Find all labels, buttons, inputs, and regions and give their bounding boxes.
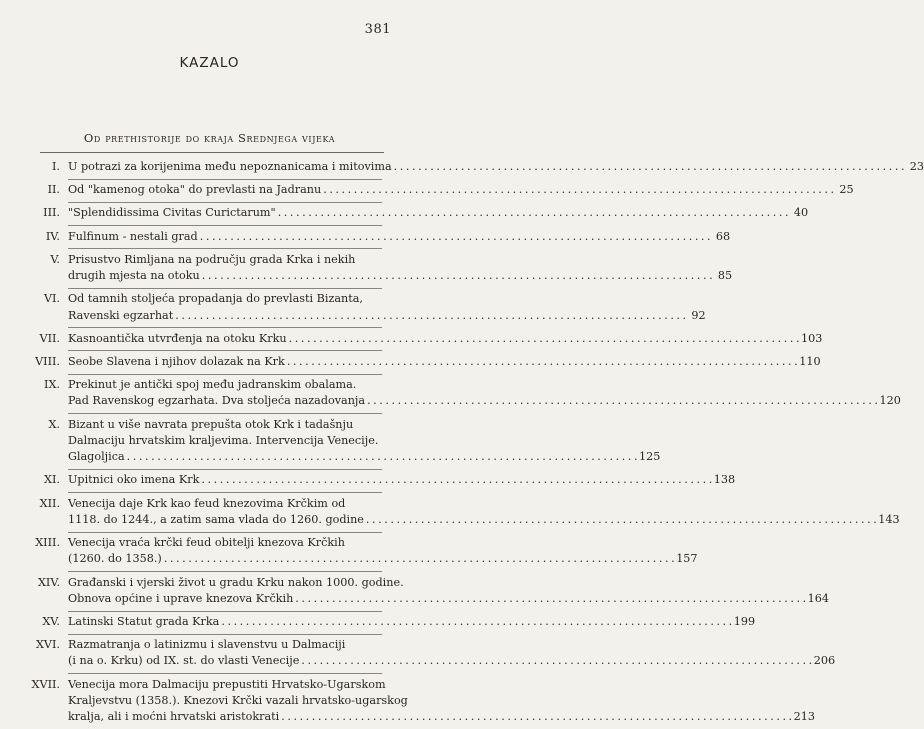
toc-entry (18, 496, 900, 529)
dot-leader (301, 653, 811, 669)
chapter-number: VI. (43, 292, 60, 306)
chapter-number: XI. (44, 473, 60, 487)
chapter-title-line: U potrazi za korijenima među nepoznanicama i mitovima (68, 160, 392, 173)
chapter-title-line: Fulfinum - nestali grad (68, 229, 198, 243)
chapter-title (68, 159, 924, 175)
dot-leader (202, 268, 712, 284)
chapter-title-line: Upitnici oko imena Krk (68, 473, 200, 487)
toc-entry (18, 252, 733, 285)
chapter-title (68, 496, 900, 529)
page-ref: 68 (715, 229, 731, 243)
chapter-title-line: Prisustvo Rimljana na području grada Krka i nekih (68, 252, 356, 266)
entry-divider (68, 413, 382, 414)
chapter-title-line: Pad Ravenskog egzarhata. Dva stoljeća nazadovanja (68, 394, 366, 408)
dot-leader (289, 331, 799, 347)
chapter-title-line: Venecija daje Krk kao feud knezovima Krčkim od (68, 496, 346, 510)
chapter-title-line: Kasnoantička utvrđenja na otoku Krku (68, 331, 287, 345)
chapter-title (68, 377, 901, 410)
page-ref: 213 (793, 710, 815, 724)
page-title: KAZALO (179, 55, 240, 71)
section-heading: Od prethistorije do kraja Srednjega vijeka (83, 131, 336, 145)
chapter-title (68, 205, 808, 221)
dot-leader (394, 159, 904, 175)
page-number: 381 (364, 22, 391, 37)
chapter-title (68, 637, 835, 670)
chapter-title-line: Seobe Slavena i njihov dolazak na Krk (68, 354, 285, 368)
toc-entry (18, 291, 706, 324)
chapter-number: IX. (44, 378, 60, 392)
toc-entry (18, 575, 830, 608)
chapter-title (68, 182, 854, 198)
page-ref: 206 (813, 654, 836, 668)
chapter-number: V. (50, 252, 60, 266)
page-ref: 103 (801, 331, 823, 345)
chapter-number: X. (48, 417, 60, 431)
dot-leader (221, 614, 731, 630)
page-ref: 138 (713, 473, 736, 487)
chapter-title-line: Ravenski egzarhat (68, 308, 174, 322)
chapter-number: XIII. (35, 536, 60, 550)
chapter-title (68, 575, 829, 608)
entry-divider (68, 327, 382, 328)
chapter-title (68, 417, 660, 466)
page-ref: 25 (839, 183, 854, 197)
toc-entry (18, 354, 821, 370)
page-ref: 199 (733, 615, 756, 628)
page-ref: 164 (807, 591, 830, 605)
entry-divider (68, 571, 382, 572)
dot-leader (201, 472, 711, 488)
entry-divider (68, 611, 382, 612)
chapter-number: I. (52, 160, 60, 173)
entry-divider (68, 288, 382, 289)
entry-divider (68, 532, 382, 533)
dot-leader (281, 709, 791, 725)
page-ref: 110 (799, 354, 821, 368)
dot-leader (175, 308, 685, 324)
chapter-title-line: Glagoljica (68, 450, 125, 464)
chapter-title (68, 354, 821, 370)
chapter-title-line: Razmatranja o latinizmu i slavenstvu u Dalmaciji (68, 638, 346, 652)
dot-leader (200, 229, 710, 245)
dot-leader (367, 393, 877, 409)
dot-leader (164, 551, 674, 567)
dot-leader (278, 205, 788, 221)
chapter-number: XVII. (31, 677, 60, 691)
chapter-title (68, 677, 815, 726)
page-ref: 85 (717, 269, 733, 283)
chapter-title (68, 614, 755, 630)
entry-divider (68, 374, 382, 375)
page-ref: 23 (909, 160, 924, 173)
chapter-title-line: (1260. do 1358.) (68, 552, 162, 566)
section-divider (40, 152, 384, 153)
chapter-title-line: "Splendidissima Civitas Curictarum" (68, 206, 276, 220)
chapter-title-line: Obnova općine i uprave knezova Krčkih (68, 591, 294, 605)
table-of-contents (18, 159, 924, 729)
entry-divider (68, 179, 382, 180)
page-ref: 40 (793, 206, 809, 220)
chapter-title (68, 472, 735, 488)
toc-entry (18, 377, 901, 410)
page-ref: 92 (691, 308, 706, 322)
toc-entry (18, 331, 823, 347)
chapter-number: XIV. (37, 575, 60, 589)
chapter-number: XV. (42, 615, 60, 628)
toc-entry (18, 472, 736, 488)
toc-entry (18, 535, 698, 568)
chapter-title (68, 291, 706, 324)
toc-entry (18, 159, 924, 175)
chapter-number: VIII. (35, 354, 60, 368)
chapter-title-line: Građanski i vjerski život u gradu Krku nakon 1000. godine. (68, 575, 404, 589)
chapter-number: VII. (39, 331, 60, 345)
entry-divider (68, 492, 382, 493)
toc-entry (18, 417, 661, 466)
chapter-title-line: Od tamnih stoljeća propadanja do prevlasti Bizanta, (68, 292, 363, 306)
entry-divider (68, 202, 382, 203)
chapter-number: II. (47, 183, 60, 197)
page-ref: 120 (879, 394, 901, 408)
chapter-number: XVI. (35, 638, 60, 652)
toc-entry (18, 205, 809, 221)
dot-leader (287, 354, 797, 370)
chapter-title-line: Bizant u više navrata prepušta otok Krk i tadašnju (68, 417, 354, 431)
page-ref: 143 (878, 512, 900, 526)
chapter-title-line: Dalmaciju hrvatskim kraljevima. Intervencija Venecije. (68, 433, 379, 447)
chapter-title-line: Od "kamenog otoka" do prevlasti na Jadranu (68, 183, 322, 197)
chapter-title-line: Kraljevstvu (1358.). Knezovi Krčki vazali hrvatsko-ugarskog (68, 693, 408, 707)
chapter-title-line: kralja, ali i moćni hrvatski aristokrati (68, 710, 280, 724)
entry-divider (68, 225, 382, 226)
toc-entry (18, 229, 731, 245)
chapter-title (68, 535, 698, 568)
chapter-number: XII. (39, 496, 60, 510)
chapter-title (68, 331, 822, 347)
chapter-number: III. (43, 206, 60, 220)
chapter-title (68, 252, 732, 285)
chapter-title-line: drugih mjesta na otoku (68, 269, 200, 283)
dot-leader (366, 512, 876, 528)
entry-divider (68, 469, 382, 470)
entry-divider (68, 248, 382, 249)
dot-leader (127, 449, 637, 465)
toc-entry (18, 614, 756, 630)
chapter-title-line: 1118. do 1244., a zatim sama vlada do 1260. godine (68, 512, 364, 526)
chapter-title-line: Venecija mora Dalmaciju prepustiti Hrvatsko-Ugarskom (68, 677, 386, 691)
page-ref: 125 (639, 450, 661, 464)
chapter-title-line: Latinski Statut grada Krka (68, 615, 220, 628)
dot-leader (295, 591, 805, 607)
chapter-title-line: Venecija vraća krčki feud obitelji knezova Krčkih (68, 536, 345, 550)
toc-entry (18, 182, 854, 198)
entry-divider (68, 350, 382, 351)
entry-divider (68, 673, 382, 674)
chapter-number: IV. (45, 229, 60, 243)
toc-entry (18, 677, 815, 726)
toc-entry (18, 637, 836, 670)
chapter-title-line: (i na o. Krku) od IX. st. do vlasti Venecije (68, 654, 300, 668)
chapter-title-line: Prekinut je antički spoj među jadranskim obalama. (68, 378, 357, 392)
chapter-title (68, 229, 730, 245)
entry-divider (68, 634, 382, 635)
page-ref: 157 (676, 552, 698, 566)
dot-leader (323, 182, 833, 198)
